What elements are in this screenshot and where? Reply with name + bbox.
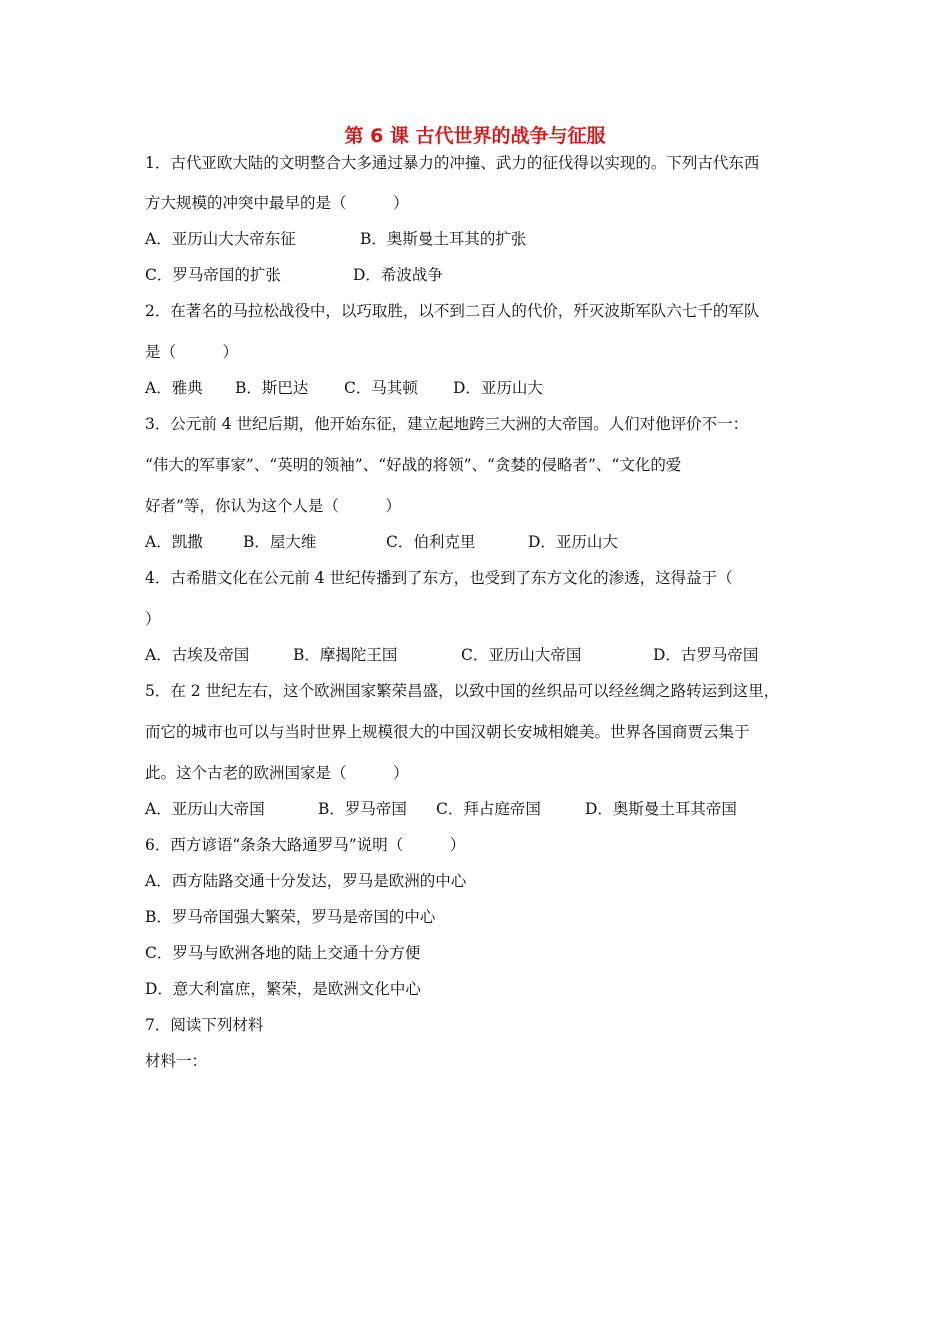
- q4-option-d: D．古罗马帝国: [653, 646, 759, 664]
- question-4-text: 4．古希腊文化在公元前 4 世纪传播到了东方，也受到了东方文化的渗透，这得益于（: [145, 569, 733, 587]
- q6-option-d: D．意大利富庶，繁荣，是欧洲文化中心: [145, 980, 421, 998]
- q3-option-c: C．伯利克里: [386, 533, 476, 551]
- q3-option-b: B．屋大维: [243, 533, 317, 551]
- question-5-text-cont: 而它的城市也可以与当时世界上规模很大的中国汉朝长安城相媲美。世界各国商贾云集于: [145, 723, 750, 741]
- q1-option-a: A．亚历山大大帝东征: [145, 230, 296, 248]
- q2-option-b: B．斯巴达: [235, 379, 309, 397]
- q5-option-c: C．拜占庭帝国: [436, 800, 541, 818]
- question-3-text-cont: “伟大的军事家”、“英明的领袖”、“好战的将领”、“贪婪的侵略者”、“文化的爱: [145, 456, 682, 474]
- q3-option-d: D．亚历山大: [528, 533, 618, 551]
- page-title: 第 6 课 古代世界的战争与征服: [344, 125, 606, 147]
- q1-option-d: D．希波战争: [353, 266, 443, 284]
- q6-option-a: A．西方陆路交通十分发达，罗马是欧洲的中心: [145, 872, 467, 890]
- q6-option-b: B．罗马帝国强大繁荣，罗马是帝国的中心: [145, 908, 436, 926]
- q5-option-a: A．亚历山大帝国: [145, 800, 265, 818]
- question-4-text-cont: ）: [145, 610, 161, 628]
- question-5-text-cont-2: 此。这个古老的欧洲国家是（ ）: [145, 764, 409, 782]
- q4-option-b: B．摩揭陀王国: [293, 646, 398, 664]
- q4-option-a: A．古埃及帝国: [145, 646, 250, 664]
- question-3-text-cont-2: 好者”等，你认为这个人是（ ）: [145, 497, 401, 515]
- q2-option-d: D．亚历山大: [453, 379, 543, 397]
- question-5-text: 5．在 2 世纪左右，这个欧洲国家繁荣昌盛，以致中国的丝织品可以经丝绸之路转运到这里，: [145, 682, 780, 700]
- question-2-text: 2．在著名的马拉松战役中，以巧取胜，以不到二百人的代价，歼灭波斯军队六七千的军队: [145, 302, 760, 320]
- q3-option-a: A．凯撒: [145, 533, 203, 551]
- question-7-material: 材料一：: [145, 1052, 208, 1070]
- q4-option-c: C．亚历山大帝国: [461, 646, 582, 664]
- question-6-text: 6．西方谚语“条条大路通罗马”说明（ ）: [145, 836, 466, 854]
- q2-option-c: C．马其顿: [344, 379, 418, 397]
- question-1-text: 1．古代亚欧大陆的文明整合大多通过暴力的冲撞、武力的征伐得以实现的。下列古代东西: [145, 154, 760, 172]
- q5-option-b: B．罗马帝国: [318, 800, 407, 818]
- q5-option-d: D．奥斯曼土耳其帝国: [585, 800, 737, 818]
- question-2-text-cont: 是（ ）: [145, 343, 239, 361]
- question-1-text-cont: 方大规模的冲突中最早的是（ ）: [145, 194, 409, 212]
- q2-option-a: A．雅典: [145, 379, 203, 397]
- question-7-text: 7．阅读下列材料: [145, 1016, 264, 1034]
- q6-option-c: C．罗马与欧洲各地的陆上交通十分方便: [145, 944, 421, 962]
- q1-option-b: B．奥斯曼土耳其的扩张: [360, 230, 527, 248]
- question-3-text: 3．公元前 4 世纪后期，他开始东征，建立起地跨三大洲的大帝国。人们对他评价不一：: [145, 415, 749, 433]
- q1-option-c: C．罗马帝国的扩张: [145, 266, 281, 284]
